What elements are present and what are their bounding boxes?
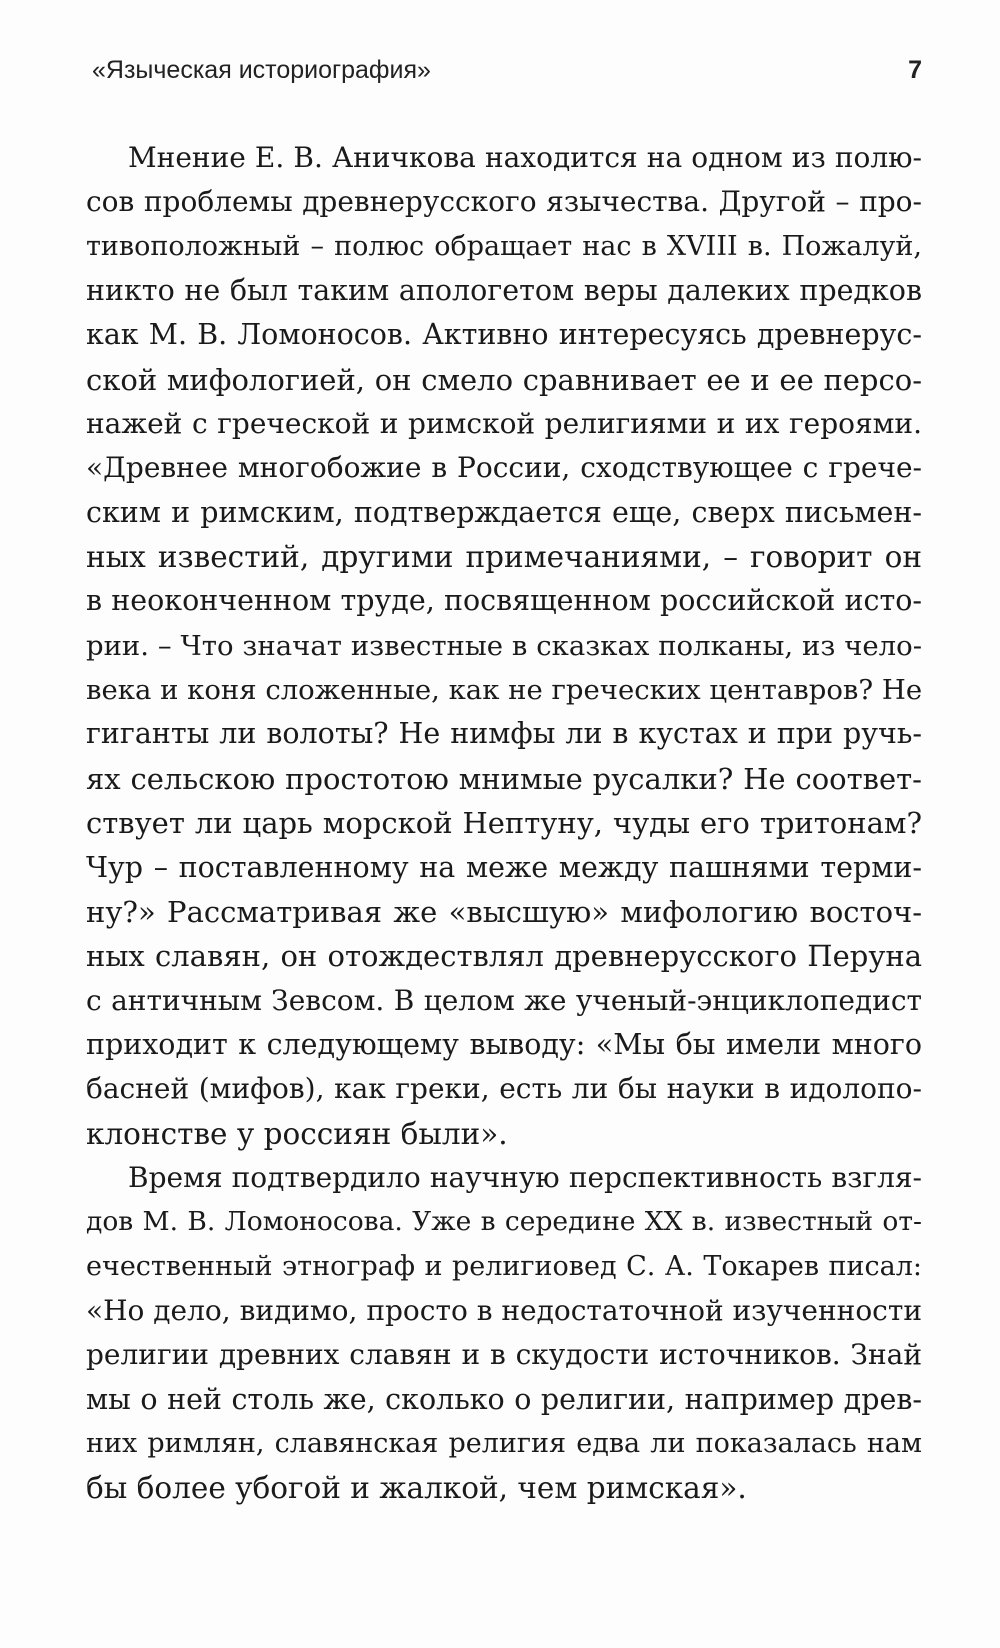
text-line: ях сельскою простотою мнимые русалки? Не соответ-: [86, 761, 922, 796]
text-line: Чур – поставленному на меже между пашнями терми-: [86, 850, 922, 884]
paragraph: [86, 136, 922, 1156]
body-text: [86, 136, 922, 1511]
running-head: [92, 56, 922, 96]
text-line: дов М. В. Ломоносова. Уже в середине XX в. известный от-: [86, 1206, 922, 1238]
text-line: них римлян, славянская религия едва ли показалась нам: [86, 1427, 922, 1459]
text-line: тивоположный – полюс обращает нас в XVIII в. Пожалуй,: [86, 230, 922, 262]
text-line: ствует ли царь морской Нептуну, чуды его тритонам?: [86, 806, 922, 841]
text-line: нажей с греческой и римской религиями и их героями.: [86, 407, 922, 441]
text-line: ским и римским, подтверждается еще, сверх письмен-: [86, 495, 922, 529]
text-line: века и коня сложенные, как не греческих центавров? Не: [86, 674, 922, 707]
page-number: 7: [908, 56, 922, 84]
running-title: «Языческая историография»: [92, 56, 431, 84]
text-line: как М. В. Ломоносов. Активно интересуясь древнерус-: [86, 318, 922, 352]
paragraph: [86, 1156, 922, 1511]
text-line: ну?» Рассматривая же «высшую» мифологию восточ-: [86, 894, 922, 929]
text-line: ской мифологией, он смело сравнивает ее и ее персо-: [86, 362, 922, 397]
text-line: никто не был таким апологетом веры далеких предков: [86, 274, 922, 308]
text-line: в неоконченном труде, посвященном российской исто-: [86, 584, 922, 618]
text-line: клонстве у россиян были».: [86, 1116, 508, 1151]
text-line: религии древних славян и в скудости источников. Знай: [86, 1338, 922, 1372]
text-line: Мнение Е. В. Аничкова находится на одном из полю-: [128, 141, 922, 174]
text-line: мы о ней столь же, сколько о религии, например древ-: [86, 1382, 922, 1416]
text-line: ечественный этнограф и религиовед С. А. Токарев писал:: [86, 1250, 922, 1282]
text-line: басней (мифов), как греки, есть ли бы науки в идолопо-: [86, 1072, 922, 1106]
text-line: «Но дело, видимо, просто в недостаточной изученности: [86, 1293, 922, 1327]
text-line: бы более убогой и жалкой, чем римская».: [86, 1471, 747, 1506]
text-line: ных известий, другими примечаниями, – говорит он: [86, 540, 922, 575]
text-line: «Древнее многобожие в России, сходствующее с грече-: [86, 451, 922, 485]
text-line: рии. – Что значат известные в сказках полканы, из чело-: [86, 629, 922, 662]
text-line: приходит к следующему выводу: «Мы бы имели много: [86, 1027, 922, 1061]
text-line: сов проблемы древнерусского язычества. Другой – про-: [86, 185, 922, 219]
text-line: Время подтвердило научную перспективность взгля-: [128, 1160, 922, 1194]
text-line: с античным Зевсом. В целом же ученый-энциклопедист: [86, 983, 922, 1017]
text-line: гиганты ли волоты? Не нимфы ли в кустах и при ручь-: [86, 717, 922, 751]
text-line: ных славян, он отождествлял древнерусского Перуна: [86, 939, 922, 974]
